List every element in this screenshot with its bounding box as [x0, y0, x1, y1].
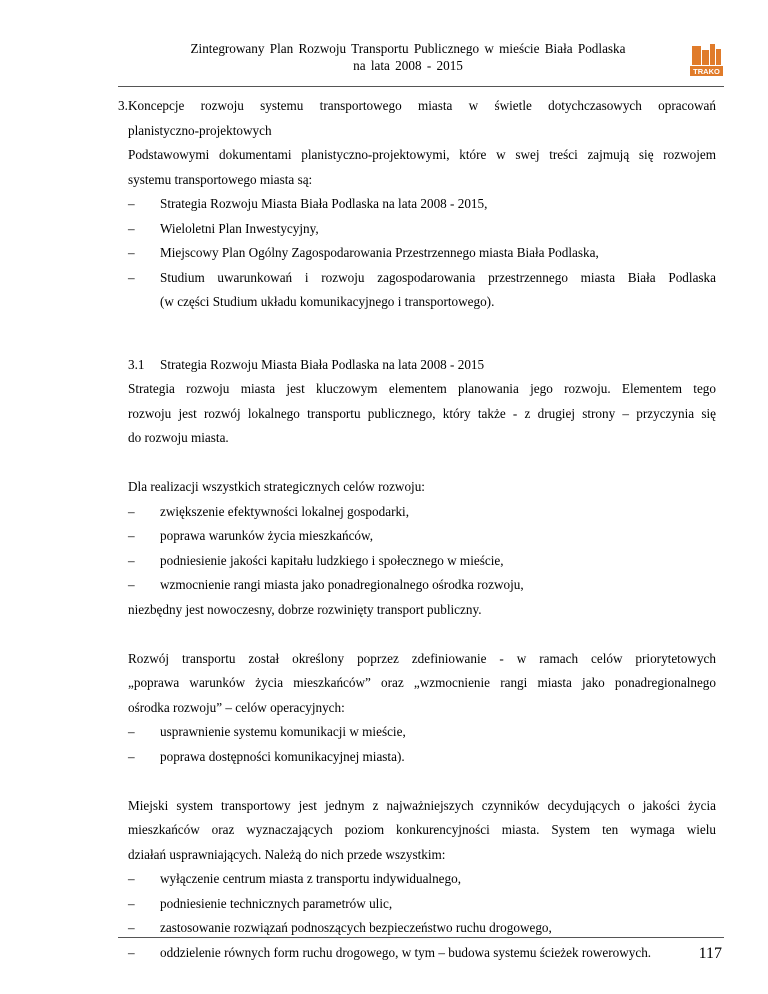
trako-logo-icon	[688, 44, 724, 76]
list-item: – podniesienie technicznych parametrów ulic,	[128, 895, 393, 911]
paragraph-line: „poprawa warunków życia mieszkańców” oraz „wzmocnienie rangi miasta jako ponadregionalnego	[128, 675, 716, 690]
list-item: – zastosowanie rozwiązań podnoszących bezpieczeństwo ruchu drogowego,	[128, 920, 552, 935]
header-title-line1: Zintegrowany Plan Rozwoju Transportu Publicznego w mieście Biała Podlaska	[190, 41, 626, 56]
list-item: – Strategia Rozwoju Miasta Biała Podlaska na lata 2008 - 2015,	[128, 196, 488, 211]
list-item: – Studium uwarunkowań i rozwoju zagospodarowania przestrzennego miasta Biała Podlaska	[128, 269, 716, 285]
paragraph-line: ośrodka rozwoju” – celów operacyjnych:	[128, 699, 345, 715]
list-item: – wzmocnienie rangi miasta jako ponadregionalnego ośrodka rozwoju,	[128, 577, 524, 592]
paragraph-line: Dla realizacji wszystkich strategicznych celów rozwoju:	[128, 479, 425, 494]
list-item-continuation: (w części Studium układu komunikacyjnego i transportowego).	[160, 294, 495, 309]
trako-logo	[688, 44, 724, 76]
paragraph-line: działań usprawniających. Należą do nich przede wszystkim:	[128, 846, 446, 862]
logo-text: TRAKO	[693, 67, 720, 76]
page-body	[118, 94, 716, 965]
list-item: – poprawa dostępności komunikacyjnej miasta).	[128, 748, 405, 764]
section-3-title-line1: 3. Koncepcje rozwoju systemu transportowego miasta w świetle dotychczasowych opracowań	[128, 94, 716, 119]
section-3-title-line2: planistyczno-projektowych	[128, 122, 272, 138]
paragraph-line: mieszkańców oraz wyznaczających poziom konkurencyjności miasta. System ten wymaga wielu	[128, 822, 716, 837]
section-3-number: 3.	[118, 98, 128, 113]
paragraph-line: do rozwoju miasta.	[128, 430, 229, 445]
section-3-1-heading	[128, 353, 716, 378]
page-header	[118, 40, 698, 74]
section-3-intro-line2: systemu transportowego miasta są:	[128, 171, 313, 187]
list-item: – zwiększenie efektywności lokalnej gospodarki,	[128, 503, 410, 519]
list-item: – Wieloletni Plan Inwestycyjny,	[128, 220, 319, 236]
paragraph-line: rozwoju jest rozwój lokalnego transportu publicznego, który także - z drugiej strony – przyczynia się	[128, 405, 716, 421]
list-item: – podniesienie jakości kapitału ludzkiego i społecznego w mieście,	[128, 552, 504, 568]
paragraph-line: Strategia rozwoju miasta jest kluczowym elementem planowania jego rozwoju. Elementem tego	[128, 381, 716, 396]
list-item: – usprawnienie systemu komunikacji w mieście,	[128, 724, 406, 739]
paragraph-line: Rozwój transportu został określony poprzez zdefiniowanie - w ramach celów priorytetowych	[128, 650, 716, 666]
section-3-1-title: Strategia Rozwoju Miasta Biała Podlaska na lata 2008 - 2015	[160, 356, 485, 372]
section-3-1-number: 3.1	[128, 356, 145, 372]
section-3-intro-line1: Podstawowymi dokumentami planistyczno-projektowymi, które w swej treści zajmują się rozwojem	[128, 147, 716, 162]
list-item: – wyłączenie centrum miasta z transportu indywidualnego,	[128, 871, 462, 886]
paragraph-line: niezbędny jest nowoczesny, dobrze rozwinięty transport publiczny.	[128, 601, 482, 617]
header-title-line2: na lata 2008 - 2015	[353, 58, 463, 73]
list-item: – oddzielenie równych form ruchu drogowego, w tym – budowa systemu ścieżek rowerowych.	[128, 944, 652, 960]
header-rule	[118, 86, 724, 87]
footer-rule	[118, 937, 724, 938]
paragraph-line: Miejski system transportowy jest jednym z najważniejszych czynników decydujących o jakości życia	[128, 797, 716, 813]
list-item: – Miejscowy Plan Ogólny Zagospodarowania Przestrzennego miasta Biała Podlaska,	[128, 245, 599, 260]
list-item: – poprawa warunków życia mieszkańców,	[128, 528, 373, 543]
page-number: 117	[698, 945, 722, 962]
